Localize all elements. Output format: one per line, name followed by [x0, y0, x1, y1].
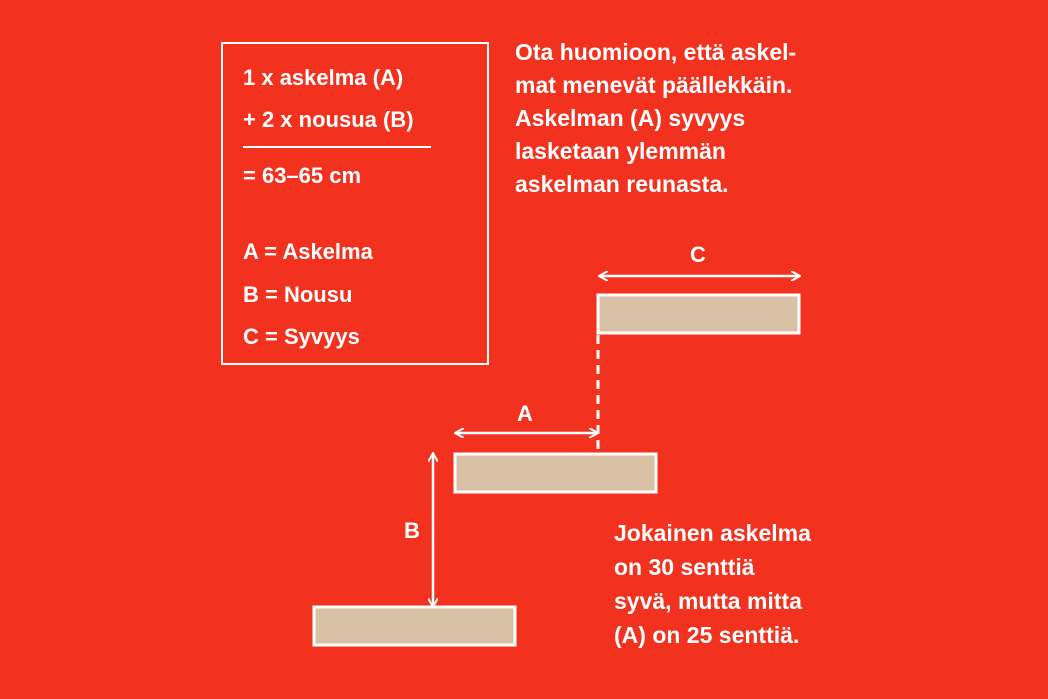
lower-step [314, 607, 515, 645]
note-top-line: askelman reunasta. [515, 171, 729, 197]
formula-line-step: 1 x askelma (A) [243, 65, 404, 90]
formula-result: = 63–65 cm [243, 163, 362, 188]
upper-step [598, 295, 799, 333]
legend-b: B = Nousu [243, 282, 353, 307]
note-top-line: mat menevät päällekkäin. [515, 72, 793, 98]
note-bottom-line: Jokainen askelma [614, 520, 811, 546]
note-bottom-line: (A) on 25 senttiä. [614, 622, 800, 648]
label-c: C [690, 242, 706, 267]
label-a: A [517, 401, 533, 426]
note-top-line: Askelman (A) syvyys [515, 105, 746, 131]
legend-c: C = Syvyys [243, 324, 360, 349]
label-b: B [404, 518, 420, 543]
note-bottom-line: on 30 senttiä [614, 554, 755, 580]
note-bottom-line: syvä, mutta mitta [614, 588, 802, 614]
legend-a: A = Askelma [243, 239, 373, 264]
middle-step [455, 454, 656, 492]
note-top-line: Ota huomioon, että askel- [515, 39, 797, 65]
note-top-line: lasketaan ylemmän [515, 138, 726, 164]
formula-line-rise: + 2 x nousua (B) [243, 107, 414, 132]
